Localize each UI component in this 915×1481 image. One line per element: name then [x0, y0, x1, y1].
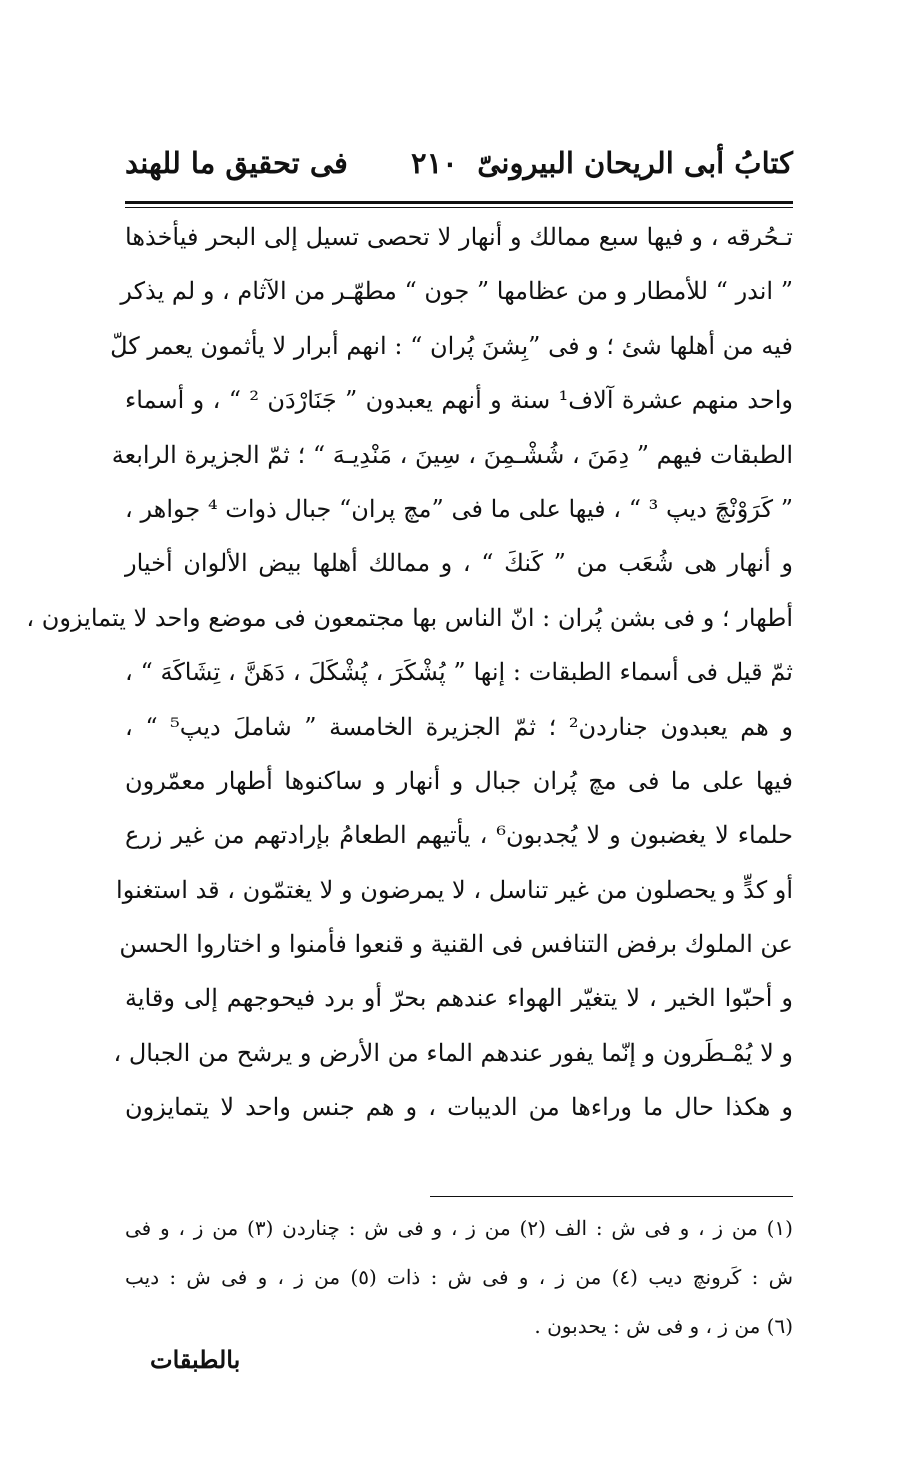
section-title: فى تحقيق ما للهند — [125, 146, 348, 180]
header-rule-thick — [125, 201, 793, 204]
body-line: فيها على ما فى مچ پُران جبال و أنهار و ساكنوها أطهار معمّرون — [125, 766, 793, 795]
footnote-line: ش : كَرونچ ديب (٤) من ز ، و فى ش : ذات (٥) من ز ، و فى ش : ديب — [125, 1265, 793, 1289]
body-line: أطهار ؛ و فى بشن پُران : انّ الناس بها مجتمعون فى موضع واحد لا يتمايزون ، — [26, 603, 793, 632]
body-line: حلماء لا يغضبون و لا يُجدبون⁶ ، يأتيهم الطعامُ بإرادتهم من غير زرع — [125, 821, 794, 850]
running-title: كتابُ أبى الريحان البيرونىّ — [477, 146, 793, 180]
body-line: و أحبّوا الخير ، لا يتغيّر الهواء عندهم بحرّ أو برد فيحوجهم إلى وقاية — [125, 984, 793, 1013]
header-rule-thin — [125, 207, 793, 208]
body-line: ثمّ قيل فى أسماء الطبقات : إنها ” پُشْكَرَ ، پُشْكَلَ ، دَهَنَّ ، تِشَاكَهَ “ ، — [125, 658, 793, 687]
page-number: ٢١٠ — [411, 146, 458, 180]
body-line: الطبقات فيهم ” دِمَنَ ، شُشْـمِنَ ، سِينَ ، مَنْدِيـهَ “ ؛ ثمّ الجزيرة الرابعة — [111, 440, 793, 469]
body-line: أو كدٍّ و يحصلون من غير تناسل ، لا يمرضون و لا يغتمّون ، قد استغنوا — [116, 875, 793, 904]
footnote-line: (٦) من ز ، و فى ش : يحدبون . — [534, 1314, 793, 1338]
catchword: بالطبقات — [150, 1345, 241, 1374]
footnotes — [125, 1204, 793, 1351]
body-line: ” كَرَوْنْچَ ديپ ³ “ ، فيها على ما فى ”مچ پران“ جبال ذوات ⁴ جواهر ، — [125, 494, 793, 523]
page-header — [125, 140, 793, 190]
body-line: فيه من أهلها شئ ؛ و فى ”بِشنَ پُران “ : انهم أبرار لا يأثمون يعمر كلّ — [110, 331, 793, 360]
body-line: واحد منهم عشرة آلاف¹ سنة و أنهم يعبدون ” جَنَارْدَن ² “ ، و أسماء — [125, 386, 794, 415]
body-line: و هكذا حال ما وراءها من الديبات ، و هم جنس واحد لا يتمايزون — [125, 1093, 794, 1122]
body-line: و هم يعبدون جناردن² ؛ ثمّ الجزيرة الخامسة ” شاملَ ديپ⁵ “ ، — [125, 712, 793, 741]
body-line: ” اندر “ للأمطار و من عظامها ” جون “ مطهّـر من الآثام ، و لم يذكر — [120, 277, 793, 306]
body-text — [26, 210, 794, 1135]
body-line: تـحُرقه ، و فيها سبع ممالك و أنهار لا تحصى تسيل إلى البحر فيأخذها — [125, 223, 793, 251]
footnote-rule — [430, 1196, 793, 1197]
body-line: و لا يُمْـطَرون و إنّما يفور عندهم الماء من الأرض و يرشح من الجبال ، — [113, 1038, 793, 1067]
footnote-line: (١) من ز ، و فى ش : الف (٢) من ز ، و فى ش : چناردن (٣) من ز ، و فى — [125, 1216, 793, 1240]
body-line: و أنهار هى شُعَب من ” كَنكَ “ ، و ممالك أهلها بيض الألوان أخيار — [125, 549, 793, 578]
body-line: عن الملوك برفض التنافس فى القنية و قنعوا فأمنوا و اختاروا الحسن — [119, 930, 793, 959]
